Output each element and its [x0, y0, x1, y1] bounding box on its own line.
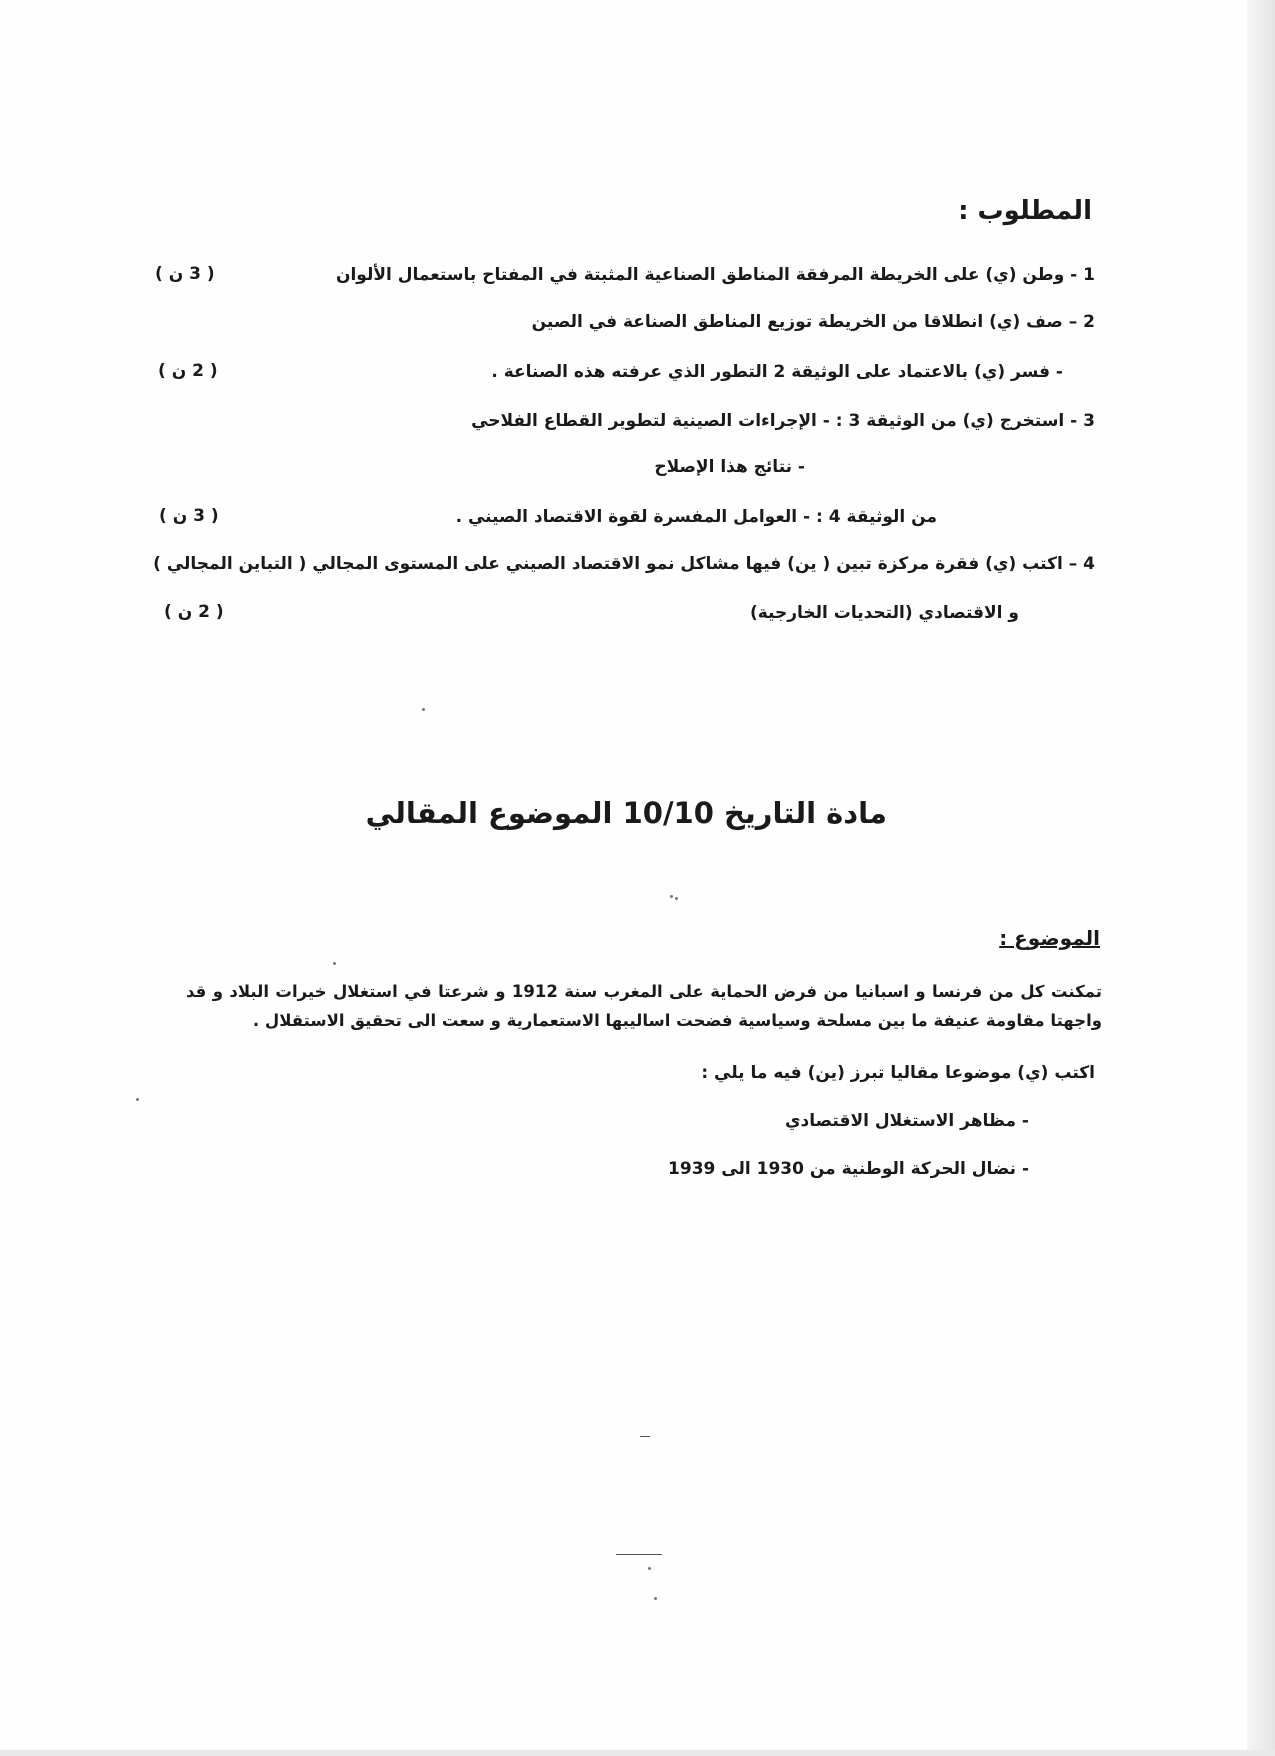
- scan-speck: [675, 897, 678, 900]
- task-item-1: - مظاهر الاستغلال الاقتصادي: [784, 1111, 1029, 1131]
- scan-mark-line: [616, 1554, 662, 1555]
- question-3c-text: من الوثيقة 4 : - العوامل المفسرة لقوة الاقتصاد الصيني .: [455, 507, 937, 527]
- question-1-points: ( 3 ن ): [155, 264, 215, 284]
- task-instruction: اكتب (ي) موضوعا مقاليا تبرز (ين) فيه ما يلي :: [701, 1063, 1095, 1083]
- question-4b-points: ( 2 ن ): [164, 602, 224, 622]
- question-2a-text: 2 – صف (ي) انطلاقا من الخريطة توزيع المناطق الصناعة في الصين: [531, 312, 1095, 332]
- question-4a-text: 4 – اكتب (ي) فقرة مركزة تبين ( ين) فيها مشاكل نمو الاقتصاد الصيني على المستوى المجالي ( التباين المجالي ): [153, 554, 1095, 574]
- question-2b-points: ( 2 ن ): [158, 361, 218, 381]
- question-3b-text: - نتائج هذا الإصلاح: [654, 457, 805, 477]
- scan-speck: [136, 1098, 139, 1101]
- question-2b-text: - فسر (ي) بالاعتماد على الوثيقة 2 التطور الذي عرفته هذه الصناعة .: [491, 362, 1063, 382]
- requirements-heading: المطلوب :: [958, 196, 1092, 226]
- scan-edge-bottom: [0, 1750, 1275, 1756]
- question-3c-points: ( 3 ن ): [159, 506, 219, 526]
- subject-label: الموضوع :: [999, 926, 1100, 950]
- scan-edge-shadow: [1247, 0, 1275, 1756]
- scan-speck: [670, 895, 673, 898]
- question-4b-text: و الاقتصادي (التحديات الخارجية): [749, 603, 1019, 623]
- scan-speck: [648, 1567, 651, 1570]
- scan-speck: [333, 962, 336, 965]
- scan-mark-line-2: [640, 1436, 650, 1437]
- task-item-2: - نضال الحركة الوطنية من 1930 الى 1939: [668, 1159, 1029, 1179]
- question-1-text: 1 - وطن (ي) على الخريطة المرفقة المناطق الصناعية المثبتة في المفتاح باستعمال الألوان: [335, 265, 1095, 285]
- scan-speck: [654, 1597, 657, 1600]
- history-title: مادة التاريخ 10/10 الموضوع المقالي: [365, 796, 887, 830]
- question-3a-text: 3 - استخرج (ي) من الوثيقة 3 : - الإجراءات الصينية لتطوير القطاع الفلاحي: [471, 411, 1095, 431]
- scan-speck: [422, 708, 425, 711]
- subject-paragraph: تمكنت كل من فرنسا و اسبانيا من فرض الحماية على المغرب سنة 1912 و شرعتا في استغلال خيرات البلاد و قد واجهتا مقاومة عنيفة ما بين مسلحة وسياسية فضحت اساليبها الاستعمارية و سعت الى تحقيق الاستقلال .: [186, 982, 1102, 1030]
